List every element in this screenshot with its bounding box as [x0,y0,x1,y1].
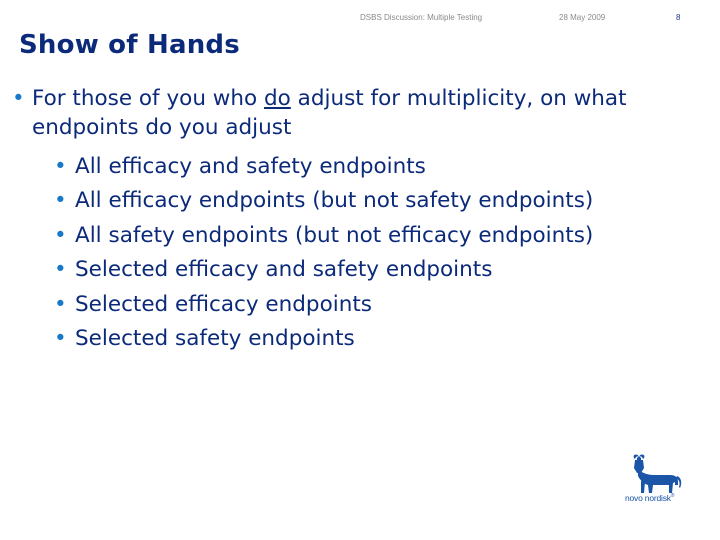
page-number: 8 [676,13,681,22]
novo-nordisk-logo [620,452,690,508]
bullet-dot-icon: • [54,222,67,248]
registered-mark: ® [670,493,675,500]
bullet-dot-icon: • [54,188,67,214]
sub-bullet-text: All efficacy endpoints (but not safety endpoints) [75,188,594,214]
sub-bullet-item [54,253,593,287]
sub-bullet-text: Selected efficacy and safety endpoints [75,257,493,283]
sub-bullet-text: Selected efficacy endpoints [75,291,372,317]
sub-bullet-item [54,184,593,218]
sub-bullet-text: All efficacy and safety endpoints [75,154,426,179]
sub-bullet-item [54,322,593,356]
main-bullet [12,84,702,142]
sub-bullet-text: Selected safety endpoints [75,326,355,352]
sub-bullet-item [54,150,593,184]
bullet-dot-icon: • [54,291,67,317]
bullet-dot-icon: • [54,326,67,352]
sub-bullet-text: All safety endpoints (but not efficacy endpoints) [75,222,594,248]
bullet-dot-icon: • [54,154,67,179]
main-bullet-after: adjust for multiplicity, on what endpoints do you adjust [32,86,627,140]
slide-title: Show of Hands [19,30,240,60]
session-title: DSBS Discussion: Multiple Testing [360,13,483,22]
sub-bullet-list [54,150,593,356]
main-bullet-emphasis: do [264,86,291,111]
bullet-dot-icon: • [12,86,25,111]
logo-text: novo nordisk [625,493,671,503]
bullet-dot-icon: • [54,257,67,283]
sub-bullet-item [54,219,593,253]
presentation-date: 28 May 2009 [559,13,606,22]
sub-bullet-item [54,288,593,322]
main-bullet-text [32,84,702,142]
main-bullet-before: For those of you who [32,86,264,111]
